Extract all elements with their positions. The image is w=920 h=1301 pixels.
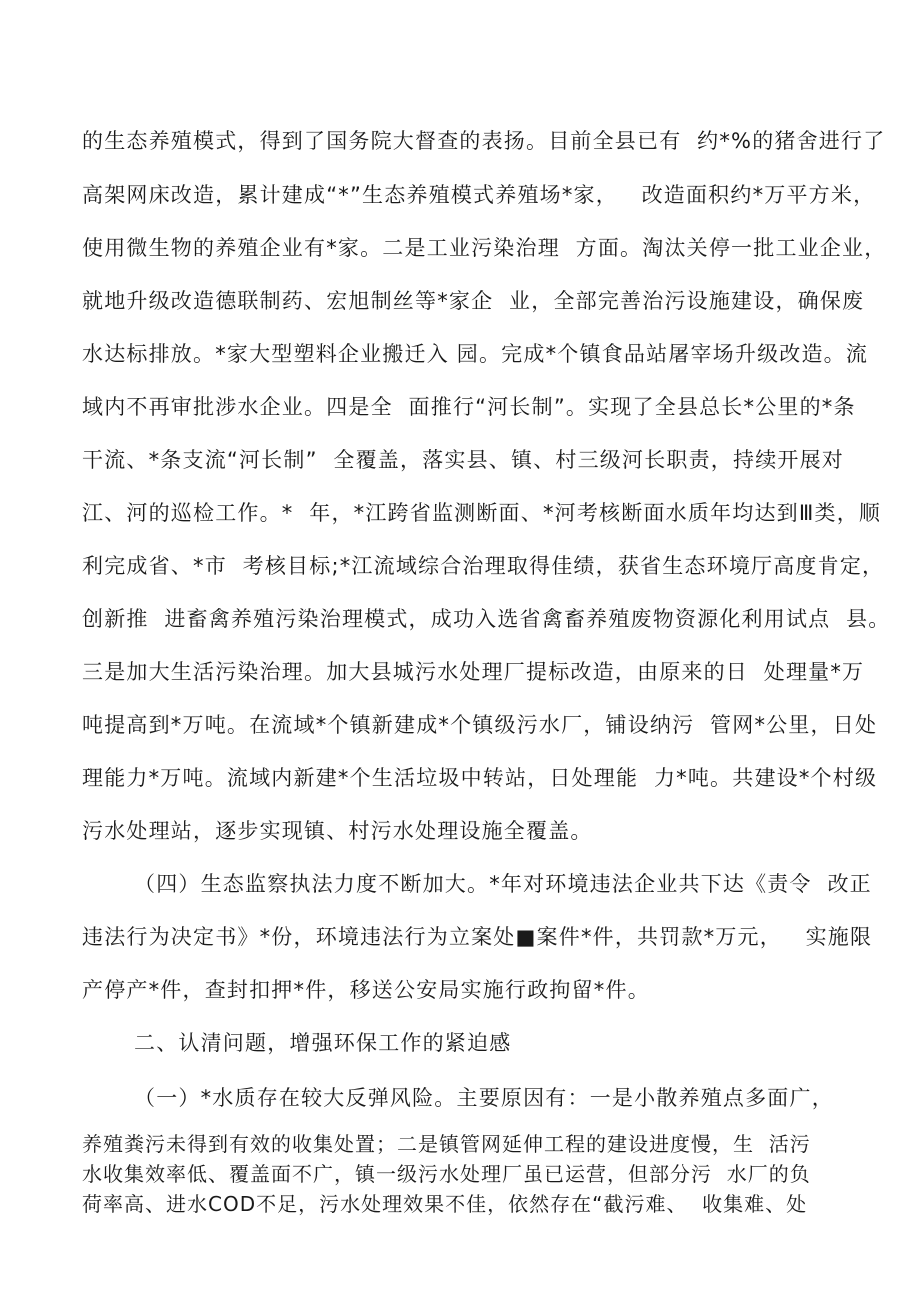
body-text-line: 干流、*条支流“河长制” 全覆盖，落实县、镇、村三级河长职责，持续开展对 <box>82 448 845 472</box>
body-text-line: 理能力*万吨。流域内新建*个生活垃圾中转站，日处理能 力*吨。共建设*个村级 <box>82 766 878 790</box>
body-text-line: 就地升级改造德联制药、宏旭制丝等*家企 业，全部完善治污设施建设，确保废 <box>82 289 865 313</box>
body-text-line: 水达标排放。*家大型塑料企业搬迁入 园。完成*个镇食品站屠宰场升级改造。流 <box>82 342 869 366</box>
body-text-line: 使用微生物的养殖企业有*家。二是工业污染治理 方面。淘汰关停一批工业企业， <box>82 236 887 260</box>
body-text-line: 吨提高到*万吨。在流域*个镇新建成*个镇级污水厂，铺设纳污 管网*公里，日处 <box>82 713 878 737</box>
body-text-line: 江、河的巡检工作。* 年，*江跨省监测断面、*河考核断面水质年均达到Ⅲ类，顺 <box>82 501 882 525</box>
section-paragraph-line: （四）生态监察执法力度不断加大。*年对环境违法企业共下达《责令 改正 <box>134 872 872 896</box>
section-paragraph-line: （一）*水质存在较大反弹风险。主要原因有：一是小散养殖点多面广， <box>134 1086 834 1110</box>
body-text-line: 创新推 进畜禽养殖污染治理模式，成功入选省禽畜养殖废物资源化利用试点 县。 <box>82 607 891 631</box>
body-text-line: 的生态养殖模式，得到了国务院大督查的表扬。目前全县已有 约*%的猪舍进行了 <box>82 129 886 153</box>
body-text-line: 产停产*件，查封扣押*件，移送公安局实施行政拘留*件。 <box>82 978 650 1002</box>
body-text-line: 水收集效率低、覆盖面不广，镇一级污水处理厂虽已运营，但部分污 水厂的负 <box>82 1162 811 1186</box>
body-text-line: 污水处理站，逐步实现镇、村污水处理设施全覆盖。 <box>82 819 593 843</box>
body-text-line: 荷率高、进水COD不足，污水处理效果不佳，依然存在“截污难、 收集难、处 <box>82 1192 808 1216</box>
body-text-line: 利完成省、*市 考核目标;*江流域综合治理取得佳绩，获省生态环境厅高度肯定， <box>82 554 885 578</box>
body-text-line: 域内不再审批涉水企业。四是全 面推行“河长制”。实现了全县总长*公里的*条 <box>82 395 856 419</box>
section-heading: 二、认清问题，增强环保工作的紧迫感 <box>134 1031 512 1055</box>
body-text-line: 高架网床改造，累计建成“*”生态养殖模式养殖场*家， 改造面积约*万平方米， <box>82 183 876 207</box>
body-text-line: 违法行为决定书》*份，环境违法行为立案处■案件*件，共罚款*万元， 实施限 <box>82 925 873 949</box>
body-text-line: 养殖粪污未得到有效的收集处置；二是镇管网延伸工程的建设进度慢，生 活污 <box>82 1132 811 1156</box>
body-text-line: 三是加大生活污染治理。加大县城污水处理厂提标改造，由原来的日 处理量*万 <box>82 660 865 684</box>
